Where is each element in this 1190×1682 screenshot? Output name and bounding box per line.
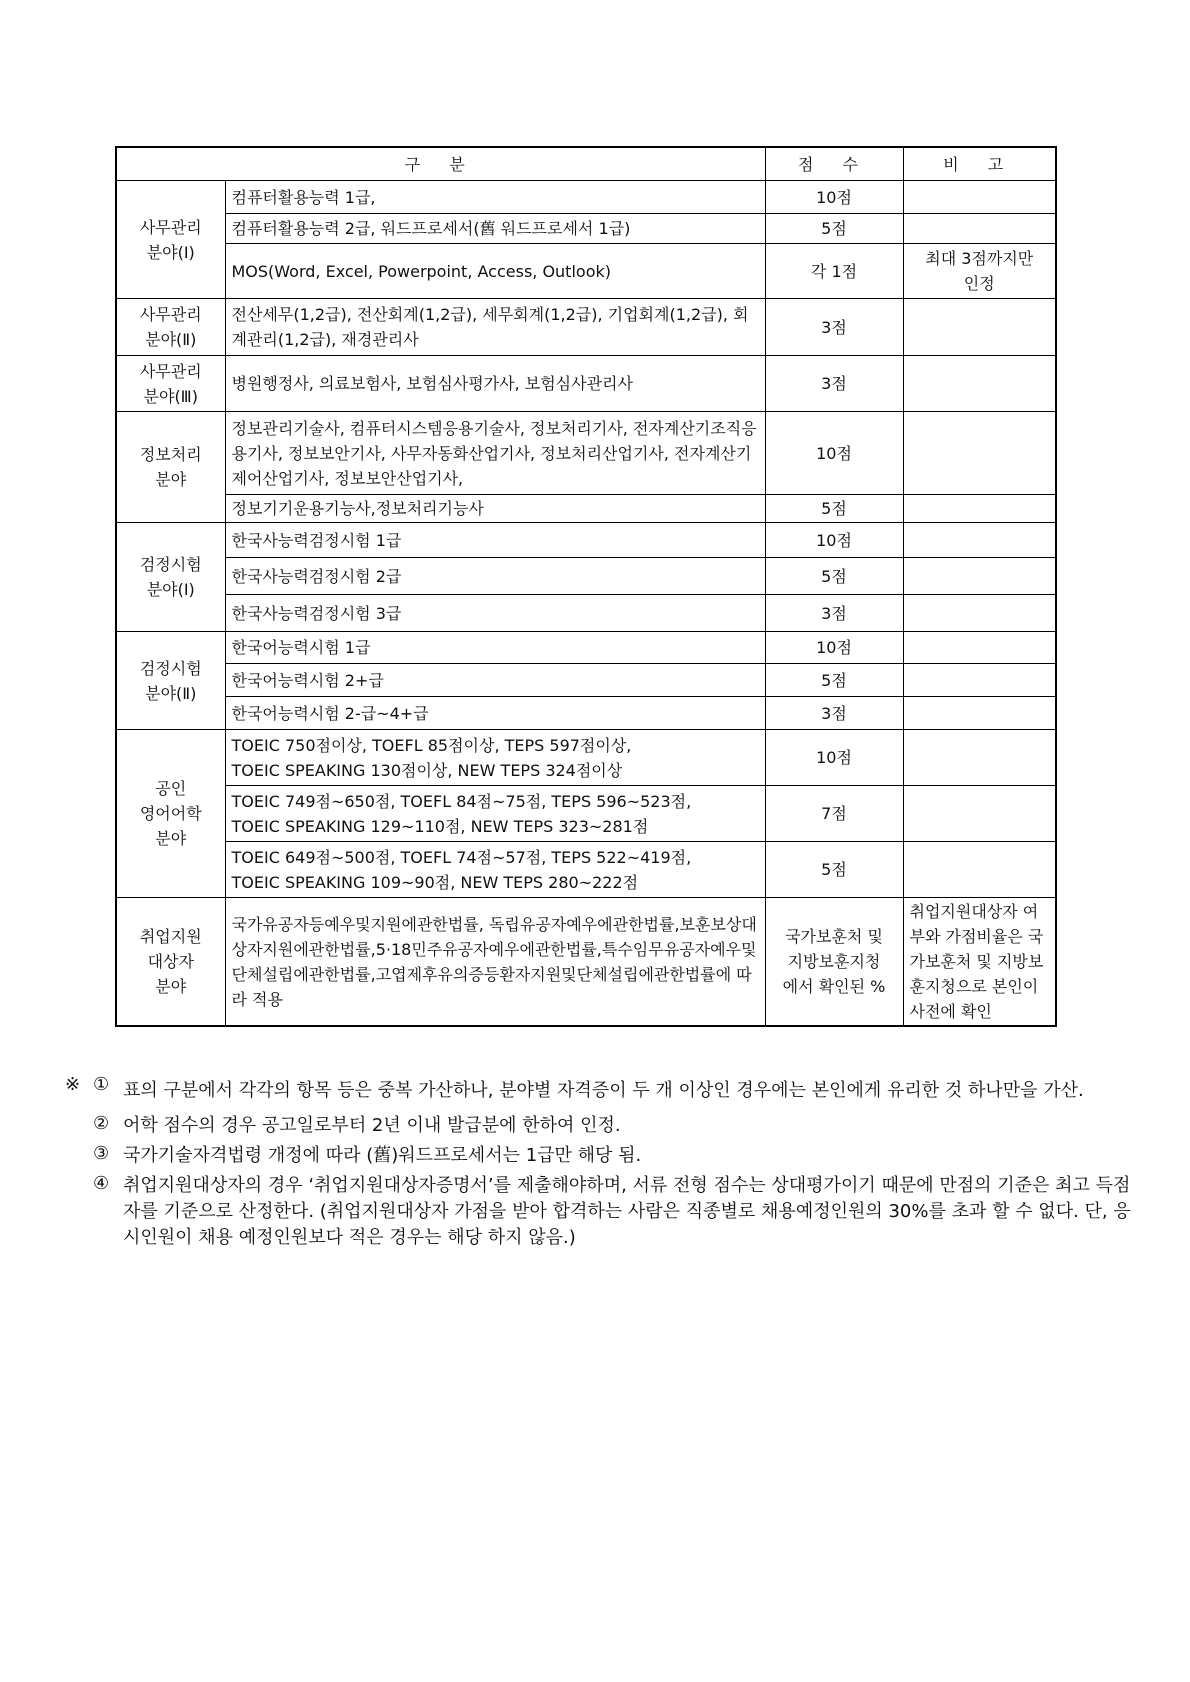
item-cell: 한국사능력검정시험 2급 bbox=[225, 558, 765, 595]
item-cell: MOS(Word, Excel, Powerpoint, Access, Outlook) bbox=[225, 244, 765, 299]
score-cell: 10점 bbox=[765, 632, 903, 664]
reference-mark: ※ bbox=[65, 1074, 81, 1095]
category-cell: 검정시험 분야(Ⅱ) bbox=[116, 632, 225, 730]
score-cell: 5점 bbox=[765, 214, 903, 244]
table-row bbox=[116, 632, 1056, 664]
score-cell: 5점 bbox=[765, 664, 903, 697]
score-cell: 5점 bbox=[765, 558, 903, 595]
remark-cell bbox=[903, 632, 1056, 664]
table-row bbox=[116, 595, 1056, 632]
remark-cell bbox=[903, 495, 1056, 523]
item-cell: 정보관리기술사, 컴퓨터시스템응용기술사, 정보처리기사, 전자계산기조직응용기사, 정보보안기사, 사무자동화산업기사, 정보처리산업기사, 전자계산기제어산업기사, 정보보안산업기사, bbox=[225, 412, 765, 495]
header-remark: 비 고 bbox=[903, 147, 1056, 181]
score-cell: 3점 bbox=[765, 356, 903, 412]
footnote-text: 국가기술자격법령 개정에 따라 (舊)워드프로세서는 1급만 해당 됨. bbox=[123, 1145, 642, 1166]
footnote-2 bbox=[65, 1113, 1140, 1139]
category-cell: 사무관리 분야(Ⅱ) bbox=[116, 299, 225, 356]
category-cell: 검정시험 분야(Ⅰ) bbox=[116, 523, 225, 632]
remark-cell bbox=[903, 558, 1056, 595]
remark-cell bbox=[903, 356, 1056, 412]
score-cell: 10점 bbox=[765, 730, 903, 786]
score-cell: 10점 bbox=[765, 412, 903, 495]
score-cell: 5점 bbox=[765, 842, 903, 898]
remark-cell bbox=[903, 730, 1056, 786]
footnote-text: 취업지원대상자의 경우 ‘취업지원대상자증명서’를 제출해야하며, 서류 전형 점수는 상대평가이기 때문에 만점의 기준은 최고 득점자를 기준으로 산정한다. (취업지원대상자 가점을 받아 합격하는 사람은 직종별로 채용예정인원의 30%를 초과 할 수 없다. 단, 응시인원이 채용 예정인원보다 적은 경우는 해당 하지 않음.) bbox=[123, 1175, 1131, 1248]
table-row bbox=[116, 495, 1056, 523]
header-category: 구 분 bbox=[116, 147, 765, 181]
table-row bbox=[116, 786, 1056, 842]
item-cell: 한국어능력시험 2+급 bbox=[225, 664, 765, 697]
footnote-text: 표의 구분에서 각각의 항목 등은 중복 가산하나, 분야별 자격증이 두 개 이상인 경우에는 본인에게 유리한 것 하나만을 가산. bbox=[123, 1080, 1084, 1101]
category-cell: 공인 영어어학 분야 bbox=[116, 730, 225, 898]
score-cell: 3점 bbox=[765, 299, 903, 356]
score-table bbox=[115, 146, 1057, 1027]
remark-cell bbox=[903, 786, 1056, 842]
score-cell: 7점 bbox=[765, 786, 903, 842]
score-cell: 3점 bbox=[765, 697, 903, 730]
remark-cell bbox=[903, 181, 1056, 214]
item-cell: TOEIC 750점이상, TOEFL 85점이상, TEPS 597점이상, TOEIC SPEAKING 130점이상, NEW TEPS 324점이상 bbox=[225, 730, 765, 786]
table-row bbox=[116, 558, 1056, 595]
table-row bbox=[116, 181, 1056, 214]
footnote-text: 어학 점수의 경우 공고일로부터 2년 이내 발급분에 한하여 인정. bbox=[123, 1115, 621, 1136]
table-row bbox=[116, 299, 1056, 356]
footnote-4 bbox=[65, 1173, 1140, 1251]
score-cell: 국가보훈처 및 지방보훈지청 에서 확인된 % bbox=[765, 898, 903, 1027]
remark-cell bbox=[903, 842, 1056, 898]
footnotes bbox=[65, 1074, 1140, 1255]
score-cell: 각 1점 bbox=[765, 244, 903, 299]
footnote-number: ① bbox=[93, 1074, 110, 1095]
item-cell: 국가유공자등예우및지원에관한법률, 독립유공자예우에관한법률,보훈보상대상자지원에관한법률,5·18민주유공자예우에관한법률,특수임무유공자예우및단체설립에관한법률,고엽제후유의증등환자지원및단체설립에관한법률에 따라 적용 bbox=[225, 898, 765, 1027]
score-cell: 3점 bbox=[765, 595, 903, 632]
item-cell: 정보기기운용기능사,정보처리기능사 bbox=[225, 495, 765, 523]
remark-cell bbox=[903, 595, 1056, 632]
remark-cell bbox=[903, 697, 1056, 730]
footnote-number: ④ bbox=[93, 1173, 110, 1194]
item-cell: 한국어능력시험 2-급~4+급 bbox=[225, 697, 765, 730]
item-cell: TOEIC 649점~500점, TOEFL 74점~57점, TEPS 522~419점, TOEIC SPEAKING 109~90점, NEW TEPS 280~222점 bbox=[225, 842, 765, 898]
category-cell: 정보처리 분야 bbox=[116, 412, 225, 523]
table-row bbox=[116, 730, 1056, 786]
table-row bbox=[116, 842, 1056, 898]
category-cell: 사무관리 분야(Ⅲ) bbox=[116, 356, 225, 412]
footnote-number: ③ bbox=[93, 1143, 110, 1164]
table-row bbox=[116, 898, 1056, 1027]
table-row bbox=[116, 412, 1056, 495]
remark-cell: 취업지원대상자 여부와 가점비율은 국가보훈처 및 지방보훈지청으로 본인이 사전에 확인 bbox=[903, 898, 1056, 1027]
item-cell: 한국어능력시험 1급 bbox=[225, 632, 765, 664]
footnote-3 bbox=[65, 1143, 1140, 1169]
category-cell: 사무관리 분야(Ⅰ) bbox=[116, 181, 225, 299]
remark-cell bbox=[903, 412, 1056, 495]
header-score: 점 수 bbox=[765, 147, 903, 181]
remark-cell bbox=[903, 299, 1056, 356]
item-cell: 한국사능력검정시험 3급 bbox=[225, 595, 765, 632]
table-row bbox=[116, 697, 1056, 730]
category-cell: 취업지원 대상자 분야 bbox=[116, 898, 225, 1027]
score-cell: 10점 bbox=[765, 523, 903, 558]
table-row bbox=[116, 523, 1056, 558]
item-cell: TOEIC 749점~650점, TOEFL 84점~75점, TEPS 596~523점, TOEIC SPEAKING 129~110점, NEW TEPS 323~281점 bbox=[225, 786, 765, 842]
remark-cell bbox=[903, 214, 1056, 244]
item-cell: 컴퓨터활용능력 1급, bbox=[225, 181, 765, 214]
footnote-1 bbox=[65, 1074, 1140, 1107]
remark-cell: 최대 3점까지만 인정 bbox=[903, 244, 1056, 299]
remark-cell bbox=[903, 523, 1056, 558]
remark-cell bbox=[903, 664, 1056, 697]
table-row bbox=[116, 214, 1056, 244]
header-row bbox=[116, 147, 1056, 181]
item-cell: 컴퓨터활용능력 2급, 워드프로세서(舊 워드프로세서 1급) bbox=[225, 214, 765, 244]
score-cell: 5점 bbox=[765, 495, 903, 523]
table-row bbox=[116, 664, 1056, 697]
item-cell: 한국사능력검정시험 1급 bbox=[225, 523, 765, 558]
score-cell: 10점 bbox=[765, 181, 903, 214]
table-row bbox=[116, 244, 1056, 299]
table-row bbox=[116, 356, 1056, 412]
footnote-number: ② bbox=[93, 1113, 110, 1134]
item-cell: 전산세무(1,2급), 전산회계(1,2급), 세무회계(1,2급), 기업회계(1,2급), 회계관리(1,2급), 재경관리사 bbox=[225, 299, 765, 356]
item-cell: 병원행정사, 의료보험사, 보험심사평가사, 보험심사관리사 bbox=[225, 356, 765, 412]
